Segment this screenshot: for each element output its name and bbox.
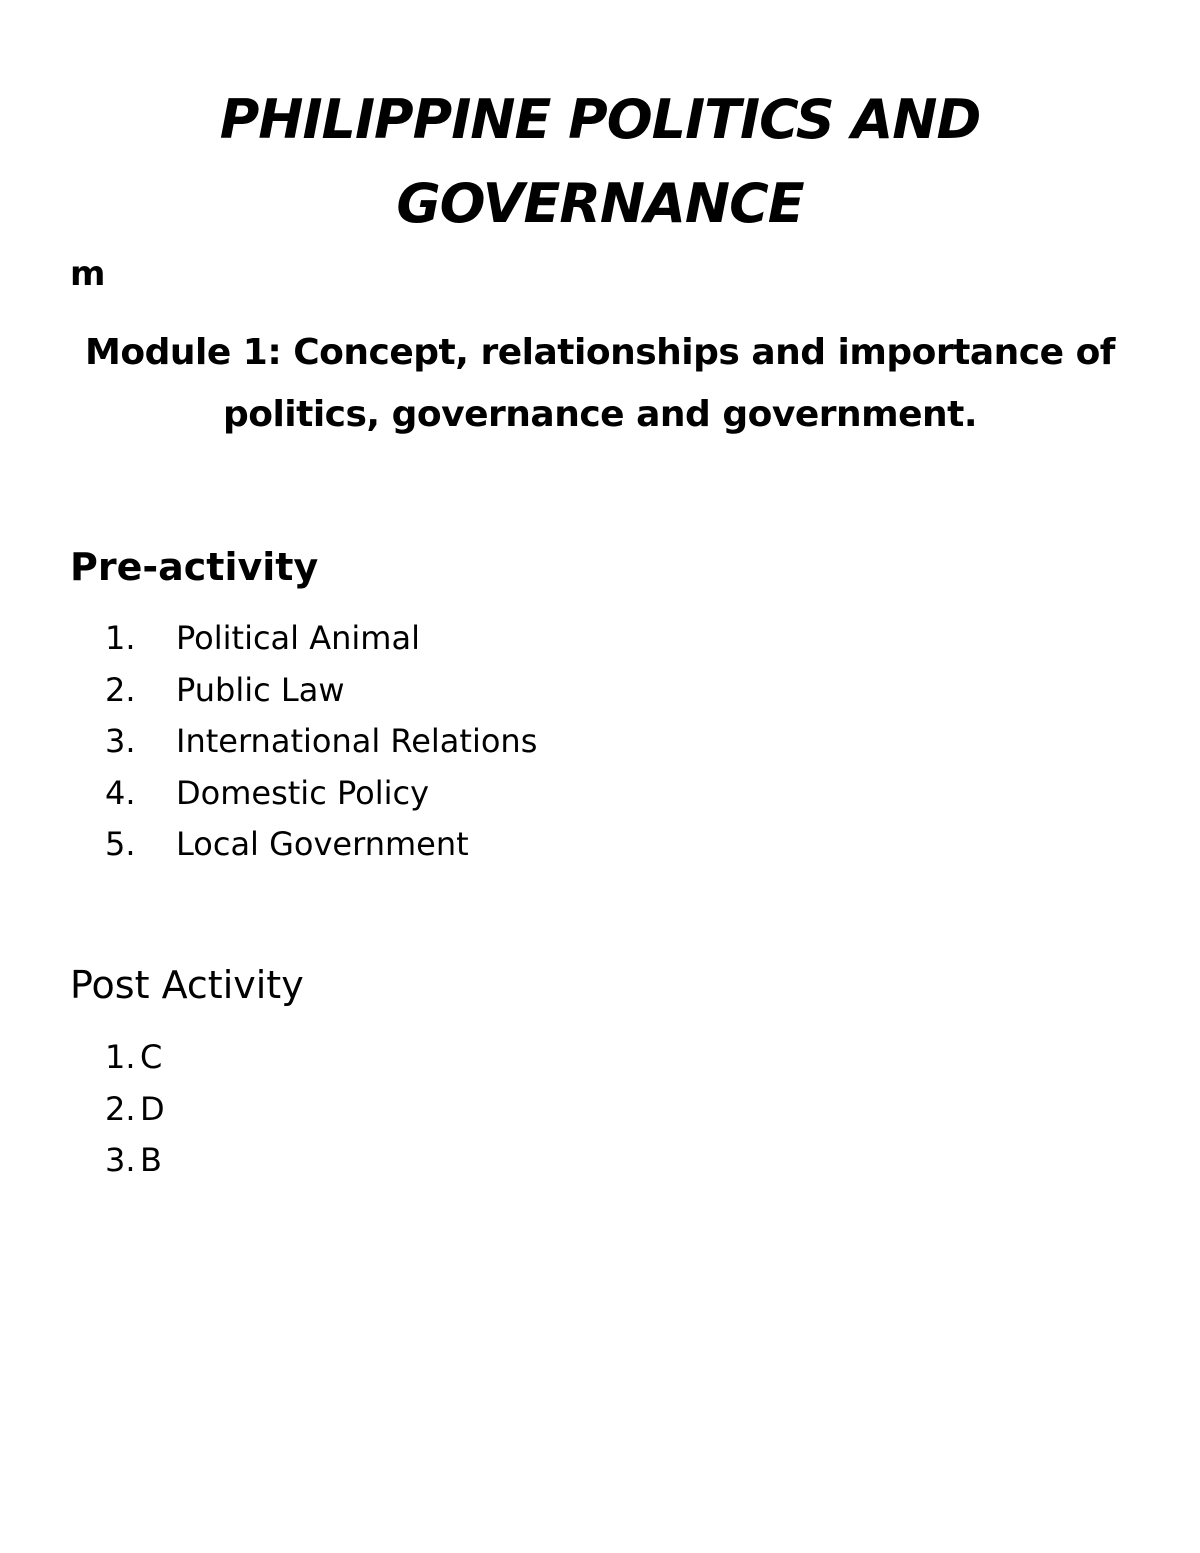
list-item-text: C	[140, 1038, 163, 1076]
list-item-text: Local Government	[176, 825, 469, 863]
list-item-text: B	[140, 1141, 162, 1179]
document-title: PHILIPPINE POLITICS AND GOVERNANCE	[219, 88, 981, 235]
list-item-text: D	[140, 1089, 165, 1128]
list-item-number: 3.	[105, 722, 136, 760]
stray-text: m	[70, 254, 106, 294]
list-item-number: 2.	[105, 670, 136, 709]
pre-activity-heading: Pre-activity	[70, 545, 319, 589]
list-item-text: Domestic Policy	[176, 773, 429, 812]
list-item-text: International Relations	[176, 722, 538, 760]
list-item-number: 1.	[105, 1038, 136, 1076]
list-item-text: Public Law	[176, 670, 345, 709]
list-item-text: Political Animal	[176, 619, 420, 657]
list-item-number: 3.	[105, 1141, 136, 1179]
list-item-number: 5.	[105, 825, 136, 863]
module-heading: Module 1: Concept, relationships and importance of politics, governance and government.	[85, 332, 1115, 435]
list-item-number: 1.	[105, 619, 136, 657]
list-item-number: 2.	[105, 1089, 136, 1128]
post-activity-heading: Post Activity	[70, 963, 304, 1007]
list-item-number: 4.	[105, 773, 136, 812]
